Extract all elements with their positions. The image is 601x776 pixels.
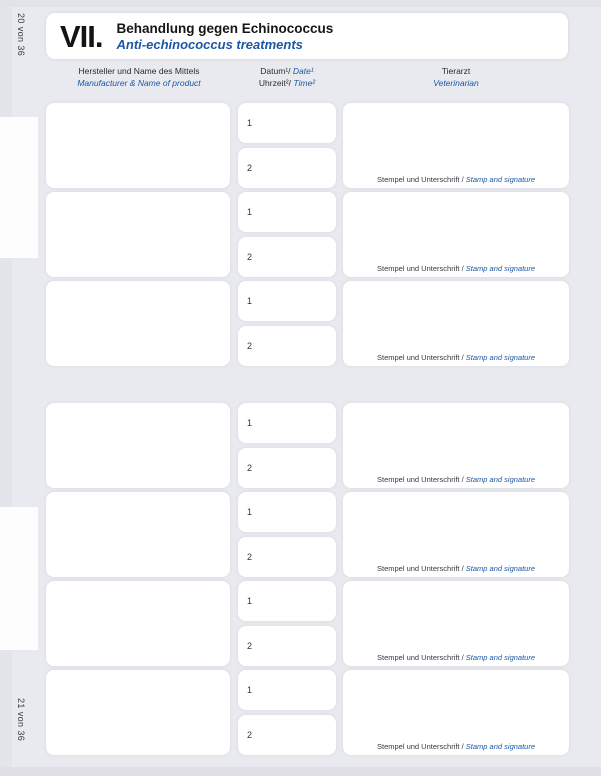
section-header (46, 13, 568, 59)
manufacturer-field[interactable] (46, 581, 230, 666)
vet-stamp-field[interactable] (343, 403, 569, 488)
date-field[interactable] (238, 403, 336, 443)
date-line-number: 1 (247, 118, 253, 128)
time-field[interactable] (238, 448, 336, 488)
time-line-number: 2 (247, 552, 253, 562)
time-field[interactable] (238, 237, 336, 277)
page-number-bottom: 21 von 36 (16, 698, 26, 742)
column-header-vet-de: Tierarzt (441, 66, 471, 76)
date-label-de: Datum¹/ (260, 66, 291, 76)
treatment-row (0, 192, 601, 277)
stamp-label-en: Stamp and signature (465, 264, 536, 273)
column-header-vet (343, 66, 569, 89)
column-header-manufacturer-de: Hersteller und Name des Mittels (78, 66, 200, 76)
column-header-date-line (238, 66, 336, 78)
section-title-en: Anti-echinococcus treatments (116, 36, 303, 52)
time-line-number: 2 (247, 252, 253, 262)
stamp-label-en: Stamp and signature (465, 742, 536, 751)
column-header-time-line (238, 78, 336, 90)
stamp-label-de: Stempel und Unterschrift / (376, 264, 464, 273)
stamp-label-en: Stamp and signature (465, 653, 536, 662)
date-field[interactable] (238, 670, 336, 710)
stamp-label-en: Stamp and signature (465, 175, 536, 184)
date-field[interactable] (238, 192, 336, 232)
time-field[interactable] (238, 326, 336, 366)
manufacturer-field[interactable] (46, 192, 230, 277)
date-field[interactable] (238, 103, 336, 143)
stamp-label-de: Stempel und Unterschrift / (376, 353, 464, 362)
scan-edge-bottom (0, 767, 601, 776)
date-line-number: 1 (247, 296, 253, 306)
manufacturer-field[interactable] (46, 670, 230, 755)
stamp-label-en: Stamp and signature (465, 475, 536, 484)
time-line-number: 2 (247, 463, 253, 473)
manufacturer-field[interactable] (46, 281, 230, 366)
treatment-row (0, 670, 601, 755)
scan-edge-top (0, 0, 601, 7)
stamp-signature-label (343, 564, 569, 573)
manufacturer-field[interactable] (46, 492, 230, 577)
stamp-signature-label (343, 264, 569, 273)
stamp-signature-label (343, 353, 569, 362)
date-field[interactable] (238, 492, 336, 532)
stamp-label-de: Stempel und Unterschrift / (376, 742, 464, 751)
vet-stamp-field[interactable] (343, 192, 569, 277)
stamp-label-en: Stamp and signature (465, 564, 536, 573)
stamp-label-de: Stempel und Unterschrift / (376, 564, 464, 573)
date-line-number: 1 (247, 685, 253, 695)
time-field[interactable] (238, 715, 336, 755)
section-number: VII. (60, 18, 103, 54)
vet-stamp-field[interactable] (343, 581, 569, 666)
column-header-manufacturer-en: Manufacturer & Name of product (77, 77, 201, 88)
manufacturer-field[interactable] (46, 103, 230, 188)
page-number-top: 20 von 36 (16, 13, 26, 57)
time-line-number: 2 (247, 341, 253, 351)
stamp-label-de: Stempel und Unterschrift / (376, 475, 464, 484)
vet-stamp-field[interactable] (343, 492, 569, 577)
date-field[interactable] (238, 581, 336, 621)
vet-stamp-field[interactable] (343, 281, 569, 366)
time-line-number: 2 (247, 163, 253, 173)
stamp-label-de: Stempel und Unterschrift / (376, 175, 464, 184)
treatment-row (0, 281, 601, 366)
treatment-row (0, 403, 601, 488)
treatment-row (0, 103, 601, 188)
date-line-number: 1 (247, 418, 253, 428)
stamp-label-en: Stamp and signature (465, 353, 536, 362)
vet-stamp-field[interactable] (343, 103, 569, 188)
section-title-de: Behandlung gegen Echinococcus (116, 20, 334, 36)
stamp-label-de: Stempel und Unterschrift / (376, 653, 464, 662)
stamp-signature-label (343, 475, 569, 484)
column-header-datetime (238, 66, 336, 89)
time-line-number: 2 (247, 641, 253, 651)
time-field[interactable] (238, 148, 336, 188)
time-label-de: Uhrzeit²/ (258, 77, 292, 88)
date-line-number: 1 (247, 596, 253, 606)
treatment-row (0, 581, 601, 666)
date-field[interactable] (238, 281, 336, 321)
vet-stamp-field[interactable] (343, 670, 569, 755)
column-header-manufacturer (46, 66, 232, 89)
column-header-vet-en: Veterinarian (433, 77, 479, 88)
treatment-row (0, 492, 601, 577)
manufacturer-field[interactable] (46, 403, 230, 488)
stamp-signature-label (343, 742, 569, 751)
date-label-en: Date¹ (292, 66, 314, 76)
date-line-number: 1 (247, 507, 253, 517)
time-field[interactable] (238, 626, 336, 666)
time-field[interactable] (238, 537, 336, 577)
stamp-signature-label (343, 653, 569, 662)
stamp-signature-label (343, 175, 569, 184)
time-line-number: 2 (247, 730, 253, 740)
time-label-en: Time² (293, 77, 316, 88)
date-line-number: 1 (247, 207, 253, 217)
section-titles (117, 21, 334, 52)
